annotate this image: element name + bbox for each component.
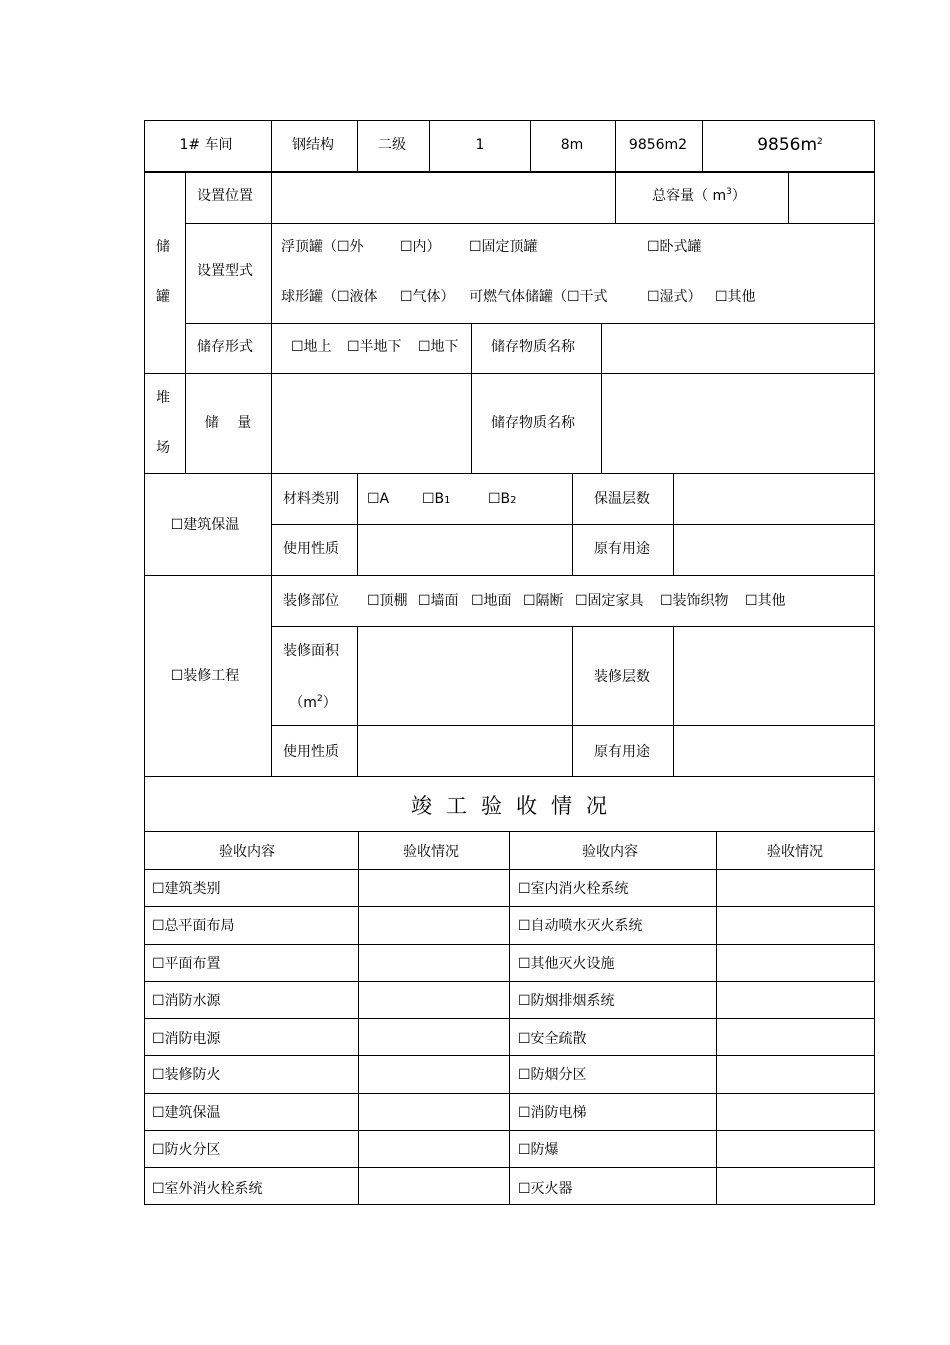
header-status-left: 验收情况: [403, 844, 459, 860]
floor-area-cell: 9856m2: [628, 137, 688, 153]
part-wall: ☐墙面: [418, 593, 459, 609]
decoration-parts-label: 装修部位: [283, 593, 339, 609]
decoration-original-use-label: 原有用途: [594, 744, 650, 760]
check-item-right: ☐防爆: [518, 1142, 559, 1158]
check-item-right: ☐灭火器: [518, 1181, 573, 1197]
rule: [615, 120, 616, 172]
header-status-right: 验收情况: [767, 844, 823, 860]
rule: [673, 626, 674, 776]
header-content-left: 验收内容: [219, 844, 275, 860]
decoration-layers-label: 装修层数: [594, 669, 650, 685]
check-item-left: ☐消防水源: [152, 993, 221, 1009]
decoration-section-label: ☐装修工程: [170, 668, 240, 684]
yard-label-2: 场: [156, 440, 170, 456]
header-content-right: 验收内容: [582, 844, 638, 860]
check-item-left: ☐装修防火: [152, 1067, 221, 1083]
insulation-layers-label: 保温层数: [594, 491, 650, 507]
rule: [144, 373, 875, 374]
check-item-left: ☐防火分区: [152, 1142, 221, 1158]
capacity-label: 总容量（ $m^3$）: [652, 187, 746, 204]
type-floating-inner: ☐内）: [400, 239, 441, 255]
rule: [509, 831, 510, 1204]
part-ceiling: ☐顶棚: [367, 593, 408, 609]
yard-amount-label: 储 量: [204, 415, 252, 431]
height-cell: 8m: [560, 137, 584, 153]
part-other: ☐其他: [745, 593, 786, 609]
rule: [471, 323, 472, 473]
check-item-left: ☐室外消火栓系统: [152, 1181, 263, 1197]
floors-cell: 1: [475, 137, 485, 153]
check-item-left: ☐消防电源: [152, 1031, 221, 1047]
check-item-right: ☐其他灭火设施: [518, 956, 615, 972]
rule: [185, 172, 186, 473]
rule: [716, 831, 717, 1204]
rule: [357, 473, 358, 575]
storage-semi-underground: ☐半地下: [347, 339, 402, 355]
rule: [702, 120, 703, 172]
rule: [572, 626, 573, 776]
rule: [272, 626, 875, 627]
structure-cell: 钢结构: [292, 137, 334, 153]
rule: [673, 473, 674, 575]
fire-rating-cell: 二级: [378, 137, 406, 153]
insulation-original-use-label: 原有用途: [594, 541, 650, 557]
insulation-usage-label: 使用性质: [283, 541, 339, 557]
rule: [271, 473, 272, 776]
decoration-area-label: 装修面积: [283, 643, 339, 659]
decoration-usage-label: 使用性质: [283, 744, 339, 760]
type-label: 设置型式: [197, 263, 253, 279]
material-class-a: ☐A: [367, 491, 390, 507]
insulation-material-label: 材料类别: [283, 491, 339, 507]
storage-above-ground: ☐地上: [291, 339, 332, 355]
insulation-section-label: ☐建筑保温: [170, 517, 240, 533]
type-fixed-roof: ☐固定顶罐: [469, 239, 538, 255]
rule: [144, 776, 875, 777]
check-item-right: ☐自动喷水灭火系统: [518, 918, 643, 934]
type-sphere-liquid: 球形罐（☐液体: [281, 289, 378, 305]
position-label: 设置位置: [197, 188, 253, 204]
rule: [272, 524, 875, 525]
storage-underground: ☐地下: [418, 339, 459, 355]
material-class-b1: ☐B1: [422, 491, 451, 507]
type-floating-outer: 浮顶罐（☐外: [281, 239, 364, 255]
type-gas-dry: 可燃气体储罐（☐干式: [469, 289, 608, 305]
type-other: ☐其他: [715, 289, 756, 305]
check-item-right: ☐消防电梯: [518, 1105, 587, 1121]
type-horizontal: ☐卧式罐: [647, 239, 702, 255]
part-floor: ☐地面: [471, 593, 512, 609]
part-textiles: ☐装饰织物: [660, 593, 729, 609]
rule: [144, 171, 875, 173]
check-item-left: ☐总平面布局: [152, 918, 235, 934]
rule: [144, 120, 145, 1205]
workshop-cell: 1# 车间: [179, 137, 233, 153]
storage-form-label: 储存形式: [197, 339, 253, 355]
rule: [357, 120, 358, 172]
acceptance-title: 竣工验收情况: [411, 794, 621, 818]
rule: [144, 473, 875, 474]
tank-material-name-label: 储存物质名称: [491, 339, 575, 355]
rule: [357, 626, 358, 776]
check-item-left: ☐平面布置: [152, 956, 221, 972]
part-fixed-furniture: ☐固定家具: [575, 593, 644, 609]
rule: [271, 120, 272, 172]
yard-material-name-label: 储存物质名称: [491, 415, 575, 431]
rule: [615, 172, 616, 223]
rule: [788, 172, 789, 223]
total-area-cell: $9856m^2$: [757, 135, 823, 155]
rule: [271, 172, 272, 473]
rule: [144, 575, 875, 576]
check-item-right: ☐防烟分区: [518, 1067, 587, 1083]
rule: [144, 1204, 875, 1205]
rule: [144, 120, 875, 121]
rule: [358, 831, 359, 1204]
check-item-left: ☐建筑类别: [152, 881, 221, 897]
check-item-right: ☐防烟排烟系统: [518, 993, 615, 1009]
material-class-b2: ☐B2: [488, 491, 517, 507]
rule: [601, 323, 602, 473]
part-partition: ☐隔断: [523, 593, 564, 609]
tank-label-1: 储: [156, 239, 170, 255]
check-item-left: ☐建筑保温: [152, 1105, 221, 1121]
rule: [572, 473, 573, 575]
rule: [429, 120, 430, 172]
yard-label-1: 堆: [156, 390, 170, 406]
rule: [185, 223, 875, 224]
rule: [272, 725, 875, 726]
rule: [185, 323, 875, 324]
check-item-right: ☐安全疏散: [518, 1031, 587, 1047]
check-item-right: ☐室内消火栓系统: [518, 881, 629, 897]
type-sphere-gas: ☐气体）: [400, 289, 455, 305]
type-gas-wet: ☐湿式）: [647, 289, 702, 305]
decoration-area-unit: $(m^2)$: [289, 694, 337, 711]
rule: [530, 120, 531, 172]
rule: [874, 120, 875, 1205]
tank-label-2: 罐: [156, 289, 170, 305]
